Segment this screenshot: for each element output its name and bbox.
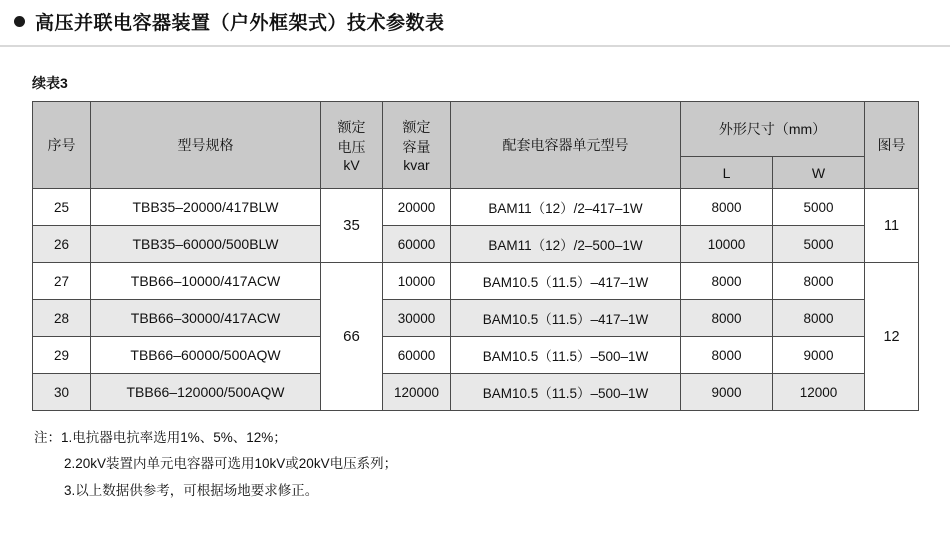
- cell-rated-capacity: 30000: [383, 300, 451, 337]
- cell-figure-no: 12: [865, 263, 919, 411]
- cell-model: TBB35–60000/500BLW: [91, 226, 321, 263]
- cell-dim-l: 10000: [681, 226, 773, 263]
- note-line-1: 注：1.电抗器电抗率选用1%、5%、12%；: [34, 430, 287, 445]
- header-divider: [0, 45, 950, 47]
- rated-capacity-line2: 容量: [402, 139, 431, 155]
- cell-model: TBB66–10000/417ACW: [91, 263, 321, 300]
- cell-rated-voltage: 35: [321, 189, 383, 263]
- rated-voltage-line1: 额定: [337, 119, 366, 135]
- table-row: [33, 189, 919, 226]
- cell-unit-model: BAM10.5（11.5）–417–1W: [451, 263, 681, 300]
- cell-dim-l: 8000: [681, 337, 773, 374]
- cell-no: 25: [33, 189, 91, 226]
- col-header-figure-no: 图号: [865, 102, 919, 189]
- col-header-dimensions: 外形尺寸（mm）: [681, 102, 865, 157]
- table-row: [33, 226, 919, 263]
- cell-rated-capacity: 60000: [383, 226, 451, 263]
- table-row: [33, 300, 919, 337]
- col-header-rated-voltage: [321, 102, 383, 189]
- col-header-no: 序号: [33, 102, 91, 189]
- cell-dim-w: 12000: [773, 374, 865, 411]
- cell-rated-capacity: 10000: [383, 263, 451, 300]
- cell-dim-l: 8000: [681, 263, 773, 300]
- table-header-row-1: [33, 102, 919, 157]
- rated-voltage-line3: kV: [343, 157, 360, 173]
- table-subtitle: 续表3: [32, 75, 68, 91]
- cell-dim-l: 8000: [681, 189, 773, 226]
- notes-block: [34, 425, 950, 504]
- cell-no: 29: [33, 337, 91, 374]
- cell-no: 28: [33, 300, 91, 337]
- cell-unit-model: BAM11（12）/2–500–1W: [451, 226, 681, 263]
- bullet-icon: [14, 16, 25, 27]
- table-container: [32, 101, 918, 411]
- cell-rated-capacity: 20000: [383, 189, 451, 226]
- rated-capacity-line1: 额定: [402, 119, 431, 135]
- rated-voltage-line2: 电压: [337, 139, 366, 155]
- cell-dim-w: 9000: [773, 337, 865, 374]
- col-header-unit-model: 配套电容器单元型号: [451, 102, 681, 189]
- table-head: [33, 102, 919, 189]
- cell-dim-w: 5000: [773, 189, 865, 226]
- col-header-rated-capacity: [383, 102, 451, 189]
- col-header-dim-w: W: [773, 157, 865, 189]
- col-header-model: 型号规格: [91, 102, 321, 189]
- cell-rated-capacity: 120000: [383, 374, 451, 411]
- cell-unit-model: BAM10.5（11.5）–500–1W: [451, 337, 681, 374]
- cell-unit-model: BAM10.5（11.5）–500–1W: [451, 374, 681, 411]
- table-row: [33, 374, 919, 411]
- cell-no: 30: [33, 374, 91, 411]
- cell-unit-model: BAM10.5（11.5）–417–1W: [451, 300, 681, 337]
- cell-dim-w: 8000: [773, 300, 865, 337]
- table-row: [33, 263, 919, 300]
- cell-model: TBB66–120000/500AQW: [91, 374, 321, 411]
- cell-unit-model: BAM11（12）/2–417–1W: [451, 189, 681, 226]
- cell-model: TBB35–20000/417BLW: [91, 189, 321, 226]
- cell-dim-w: 5000: [773, 226, 865, 263]
- cell-no: 27: [33, 263, 91, 300]
- rated-capacity-line3: kvar: [403, 157, 430, 173]
- page-header: [0, 0, 950, 45]
- table-row: [33, 337, 919, 374]
- spec-table: [32, 101, 919, 411]
- cell-figure-no: 11: [865, 189, 919, 263]
- table-body: [33, 189, 919, 411]
- cell-model: TBB66–60000/500AQW: [91, 337, 321, 374]
- page-title: 高压并联电容器装置（户外框架式）技术参数表: [35, 13, 445, 34]
- note-line-2: 2.20kV装置内单元电容器可选用10kV或20kV电压系列；: [64, 456, 398, 472]
- col-header-dim-l: L: [681, 157, 773, 189]
- note-line-3: 3.以上数据供参考，可根据场地要求修正。: [64, 482, 319, 498]
- cell-model: TBB66–30000/417ACW: [91, 300, 321, 337]
- cell-rated-capacity: 60000: [383, 337, 451, 374]
- cell-dim-w: 8000: [773, 263, 865, 300]
- cell-dim-l: 8000: [681, 300, 773, 337]
- cell-dim-l: 9000: [681, 374, 773, 411]
- cell-rated-voltage: 66: [321, 263, 383, 411]
- cell-no: 26: [33, 226, 91, 263]
